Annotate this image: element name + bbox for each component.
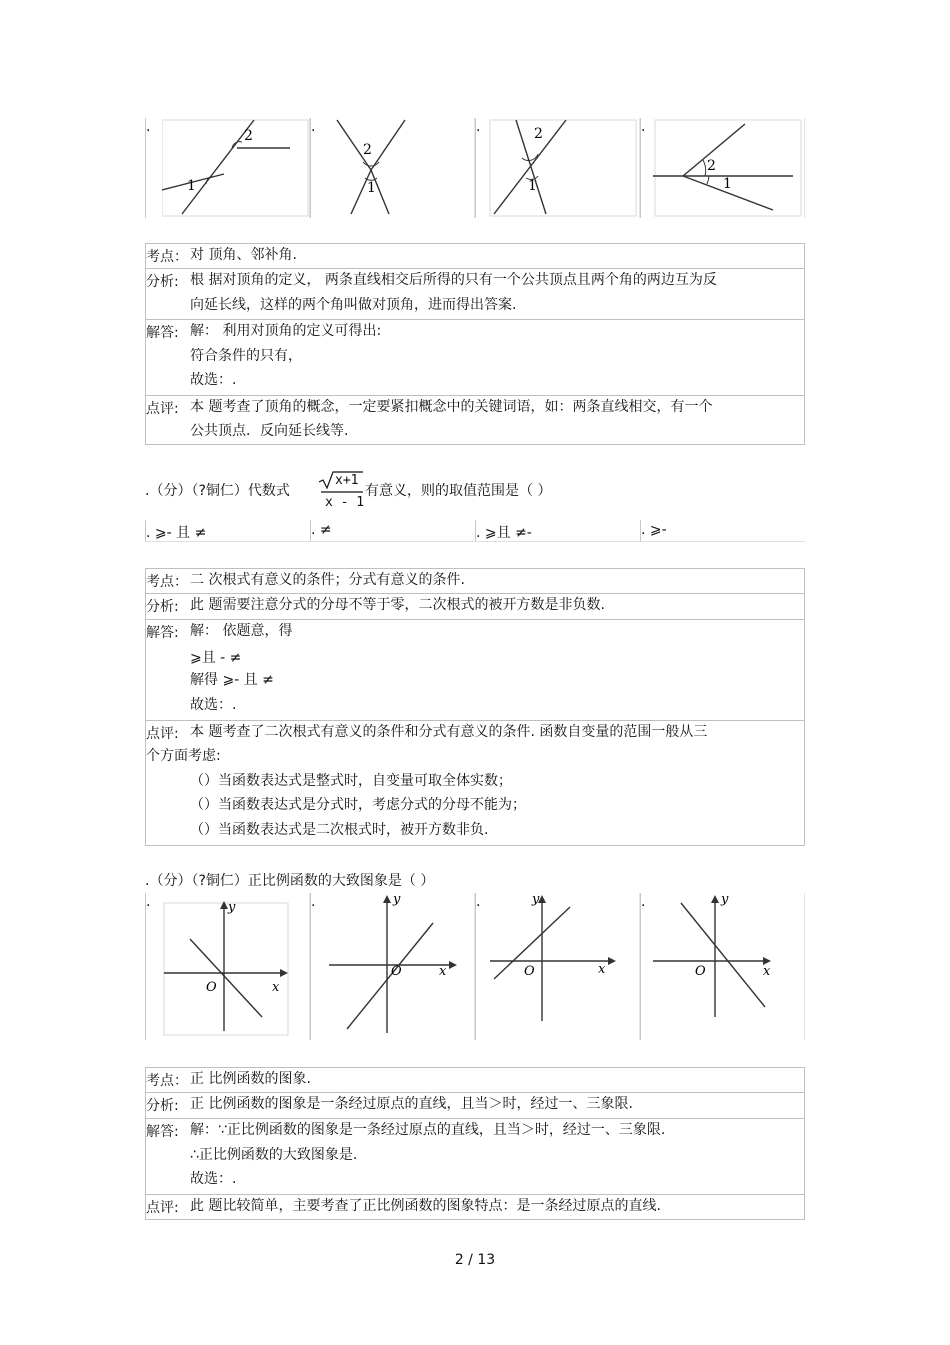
- q1-a-angle1: 1: [187, 178, 196, 194]
- q3-option-c-graph: [488, 893, 640, 1039]
- q1-jieda-line3: 故选：.: [190, 372, 237, 388]
- q3-dianping-label: 点评:: [146, 1200, 179, 1216]
- q2-options-row: [145, 520, 805, 542]
- q3-a-x-label: x: [272, 980, 280, 995]
- q1-kaodian-label: 考点：: [146, 249, 188, 265]
- q1-jieda-label: 解答:: [146, 325, 179, 341]
- q3-d-x-label: x: [763, 964, 771, 979]
- q3-option-d-graph: [653, 893, 805, 1039]
- q2-stem-prefix: .（分）（?铜仁）代数式: [145, 483, 290, 499]
- q1-jieda-line2: 符合条件的只有，: [190, 348, 302, 364]
- q1-fenxi-line2: 向延长线，这样的两个角叫做对顶角，进而得出答案.: [190, 297, 517, 313]
- q1-option-d[interactable]: [640, 118, 805, 218]
- q2-dianping-line3: （）当函数表达式是整式时，自变量可取全体实数；: [190, 773, 512, 789]
- q3-jieda-label: 解答:: [146, 1124, 179, 1140]
- q3-jieda: [146, 1119, 804, 1195]
- q1-options-row: [145, 118, 805, 218]
- q3-c-o-label: O: [524, 964, 535, 979]
- q3-kaodian-text: 正 比例函数的图象.: [190, 1071, 311, 1087]
- q1-jieda-line1: 解： 利用对顶角的定义可得出:: [190, 323, 382, 339]
- q3-option-a-label: .: [146, 894, 151, 910]
- q2-dianping: [146, 721, 804, 846]
- q3-analysis-box: [145, 1067, 805, 1220]
- q3-option-a[interactable]: [145, 893, 310, 1040]
- q3-option-d-label: .: [641, 894, 646, 910]
- q3-fenxi-label: 分析:: [146, 1098, 179, 1114]
- q2-fenxi-label: 分析:: [146, 599, 179, 615]
- q2-option-a[interactable]: [145, 520, 310, 542]
- q3-options-row: [145, 893, 805, 1040]
- q1-option-c-label: .: [476, 119, 481, 135]
- q3-c-y-label: y: [532, 893, 540, 907]
- q1-dianping-label: 点评:: [146, 401, 179, 417]
- q2-dianping-line5: （）当函数表达式是二次根式时，被开方数非负.: [190, 822, 489, 838]
- q1-dianping-line2: 公共顶点．反向延长线等.: [190, 423, 349, 439]
- q2-kaodian-text: 二 次根式有意义的条件；分式有意义的条件.: [190, 572, 465, 588]
- q1-c-angle2: 2: [534, 126, 543, 142]
- q3-fenxi-text: 正 比例函数的图象是一条经过原点的直线，且当＞时，经过一、三象限.: [190, 1096, 633, 1112]
- q3-option-b-label: .: [311, 894, 316, 910]
- q2-dianping-line1: 本 题考查了二次根式有意义的条件和分式有意义的条件. 函数自变量的范围一般从三: [190, 724, 708, 740]
- q3-dianping: [146, 1195, 804, 1220]
- q3-stem: .（分）（?铜仁）正比例函数的大致图象是（ ）: [145, 873, 435, 889]
- q3-a-o-label: O: [206, 980, 217, 995]
- q2-analysis-box: [145, 568, 805, 846]
- q1-option-c-figure: [488, 118, 640, 218]
- q2-kaodian-label: 考点：: [146, 574, 188, 590]
- q3-a-y-label: y: [228, 900, 236, 915]
- q1-option-a-figure: [162, 118, 310, 218]
- q1-option-b-figure: [327, 118, 475, 218]
- q2-option-c-text: . ⩾且 ≠-: [476, 525, 532, 541]
- q2-jieda-line2: ⩾且 - ≠: [190, 650, 242, 666]
- q2-option-b-text: . ≠: [311, 522, 332, 538]
- q1-option-c[interactable]: [475, 118, 640, 218]
- q3-option-a-graph: [162, 897, 310, 1039]
- q2-jieda-line4: 故选：.: [190, 697, 237, 713]
- q2-dianping-label: 点评:: [146, 726, 179, 742]
- q3-option-b[interactable]: [310, 893, 475, 1040]
- page-number: 2 / 13: [454, 1252, 496, 1268]
- q2-fenxi: [146, 594, 804, 620]
- q2-jieda-label: 解答:: [146, 625, 179, 641]
- q3-c-x-label: x: [598, 962, 606, 977]
- q1-b-angle1: 1: [367, 180, 376, 196]
- q1-option-b-label: .: [311, 119, 316, 135]
- q2-option-d[interactable]: [640, 520, 805, 542]
- q3-jieda-line2: ∴正比例函数的大致图象是.: [190, 1147, 358, 1163]
- q2-option-d-text: . ⩾-: [641, 522, 667, 538]
- q2-fenxi-text: 此 题需要注意分式的分母不等于零，二次根式的被开方数是非负数.: [190, 597, 605, 613]
- q1-option-b[interactable]: [310, 118, 475, 218]
- q2-option-a-text: . ⩾- 且 ≠: [146, 525, 207, 541]
- q1-dianping-line1: 本 题考查了顶角的概念，一定要紧扣概念中的关键词语，如：两条直线相交，有一个: [190, 399, 713, 415]
- q2-option-b[interactable]: [310, 520, 475, 542]
- q2-kaodian: [146, 569, 804, 594]
- q1-option-d-figure: [653, 118, 805, 218]
- q3-jieda-line3: 故选：.: [190, 1171, 237, 1187]
- q2-stem-suffix: 有意义，则的取值范围是（ ）: [365, 483, 552, 499]
- q1-d-angle2: 2: [707, 158, 716, 174]
- q1-d-angle1: 1: [723, 176, 732, 192]
- q3-b-o-label: O: [391, 964, 402, 979]
- q2-dianping-line4: （）当函数表达式是分式时，考虑分式的分母不能为；: [190, 797, 526, 813]
- q1-b-angle2: 2: [363, 142, 372, 158]
- q3-kaodian-label: 考点：: [146, 1073, 188, 1089]
- q1-kaodian-text: 对 顶角、邻补角.: [190, 247, 297, 263]
- q2-jieda-line1: 解： 依题意，得: [190, 623, 293, 639]
- q1-fenxi: [146, 269, 804, 320]
- q3-option-c[interactable]: [475, 893, 640, 1040]
- q1-fenxi-label: 分析:: [146, 274, 179, 290]
- q2-option-c[interactable]: [475, 520, 640, 542]
- q1-a-angle2: 2: [244, 128, 253, 144]
- q3-d-o-label: O: [695, 964, 706, 979]
- q3-option-c-label: .: [476, 894, 481, 910]
- q1-c-angle1: 1: [528, 178, 537, 194]
- q1-kaodian: [146, 244, 804, 269]
- q3-d-y-label: y: [721, 893, 729, 907]
- q3-option-b-graph: [325, 893, 475, 1039]
- q1-option-a-label: .: [146, 119, 151, 135]
- q3-option-d[interactable]: [640, 893, 805, 1040]
- q3-b-y-label: y: [393, 893, 401, 907]
- q3-b-x-label: x: [439, 964, 447, 979]
- q3-jieda-line1: 解：∵正比例函数的图象是一条经过原点的直线，且当＞时，经过一、三象限.: [190, 1122, 666, 1138]
- q2-denominator: x - 1: [325, 495, 365, 510]
- q3-dianping-text: 此 题比较简单，主要考查了正比例函数的图象特点：是一条经过原点的直线.: [190, 1198, 661, 1214]
- q1-option-a[interactable]: [145, 118, 310, 218]
- q3-kaodian: [146, 1068, 804, 1093]
- q2-jieda: [146, 620, 804, 721]
- q1-dianping: [146, 396, 804, 445]
- q1-jieda: [146, 320, 804, 396]
- q2-jieda-line3: 解得 ⩾- 且 ≠: [190, 672, 274, 688]
- q2-dianping-line2: 个方面考虑:: [146, 748, 221, 764]
- q3-fenxi: [146, 1093, 804, 1119]
- q1-option-d-label: .: [641, 119, 646, 135]
- q1-analysis-box: [145, 243, 805, 445]
- q1-fenxi-line1: 根 据对顶角的定义， 两条直线相交后所得的只有一个公共顶点且两个角的两边互为反: [190, 272, 717, 288]
- q2-numerator: x+1: [335, 473, 359, 488]
